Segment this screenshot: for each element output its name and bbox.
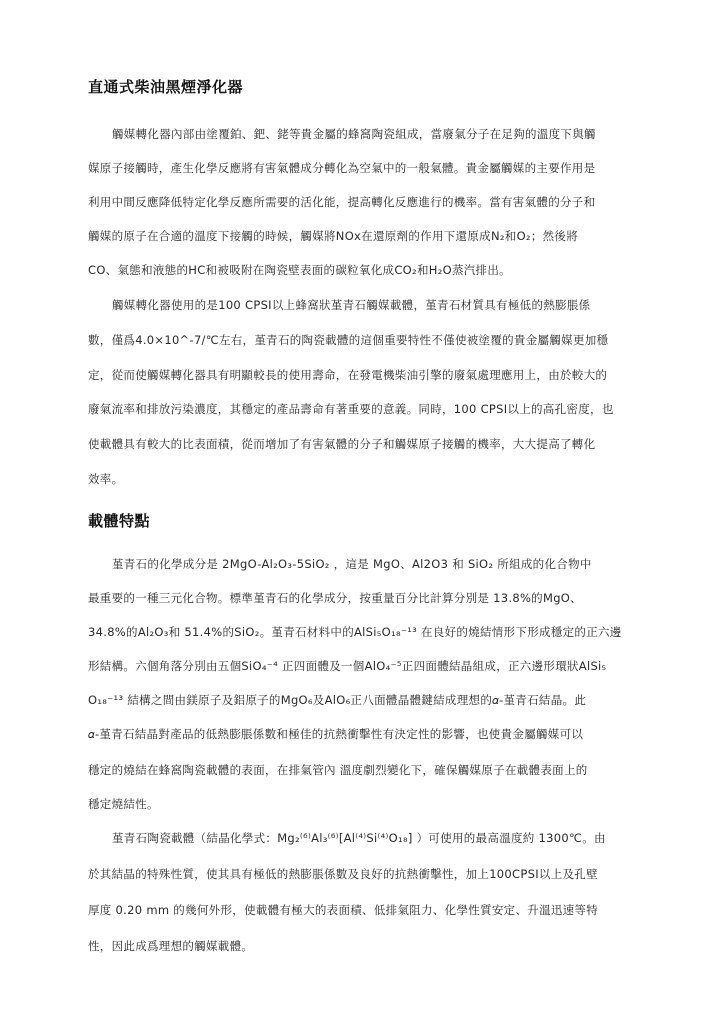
paragraph-4-line: 堇青石陶瓷載體（結晶化學式：Mg₂⁽⁶⁾Al₃⁽⁶⁾[Al⁽⁴⁾Si⁽⁴⁾O₁₈] ）可使用的最高溫度約 1300℃。由 xyxy=(112,831,606,845)
paragraph-3-line: 穩定燒結性。 xyxy=(88,797,159,811)
paragraph-2-line: 效率。 xyxy=(88,472,124,486)
paragraph-3-line: 34.8%的Al₂O₃和 51.4%的SiO₂。堇青石材料中的AlSi₅O₁₈⁻¹³ 在良好的燒結情形下形成穩定的正六邊 xyxy=(88,625,622,639)
paragraph-3-line: 形結構。六個角落分別由五個SiO₄⁻⁴ 正四面體及一個AlO₄⁻⁵正四面體結晶組成，正六邊形環狀AlSi₅ xyxy=(88,659,607,673)
paragraph-2-line: 定，從而使觸媒轉化器具有明顯較長的使用壽命，在發電機柴油引擎的廢氣處理應用上，由於較大的 xyxy=(88,368,608,382)
paragraph-2-line: 數，僅爲4.0×10^-7/℃左右，堇青石的陶瓷載體的這個重要特性不僅使被塗覆的貴金屬觸媒更加穩 xyxy=(88,333,609,347)
paragraph-1-line: 利用中間反應降低特定化學反應所需要的活化能，提高轉化反應進行的機率。當有害氣體的分子和 xyxy=(88,195,596,209)
paragraph-2-line: 觸媒轉化器使用的是100 CPSI以上蜂窩狀堇青石觸媒載體，堇青石材質具有極低的熱膨脹係 xyxy=(112,298,591,312)
paragraph-1-line: 媒原子接觸時，產生化學反應將有害氣體成分轉化為空氣中的一般氣體。貴金屬觸媒的主要作用是 xyxy=(88,161,596,175)
paragraph-3-line: 堇青石的化學成分是 2MgO-Al₂O₃-5SiO₂ ，這是 MgO、Al2O3 和 SiO₂ 所組成的化合物中 xyxy=(112,557,592,571)
paragraph-3-line: 最重要的一種三元化合物。標準堇青石的化學成分，按重量百分比計算分別是 13.8%的MgO、 xyxy=(88,591,582,605)
paragraph-4-line: 厚度 0.20 mm 的幾何外形，使載體有極大的表面積、低排氣阻力、化學性質安定、升溫迅速等特 xyxy=(88,903,599,917)
paragraph-4-line: 性，因此成爲理想的觸媒載體。 xyxy=(88,939,254,953)
section-heading: 載體特點 xyxy=(88,512,151,530)
paragraph-1-line: CO、氣態和液態的HC和被吸附在陶瓷壁表面的碳粒氧化成CO₂和H₂O蒸汽排出。 xyxy=(88,263,511,277)
paragraph-3-line: O₁₈⁻¹³ 結構之間由鎂原子及鋁原子的MgO₆及AlO₆正八面體晶體鍵結成理想的𝛼-堇青石結晶。此 xyxy=(88,693,587,707)
paragraph-2-line: 使載體具有較大的比表面積，從而增加了有害氣體的分子和觸媒原子接觸的機率，大大提高了轉化 xyxy=(88,437,596,451)
paragraph-1-line: 觸媒的原子在合適的溫度下接觸的時候，觸媒將NOx在還原劑的作用下還原成N₂和O₂；然後將 xyxy=(88,229,579,243)
paragraph-3-line: 𝛼-堇青石結晶對產品的低熱膨脹係數和極佳的抗熱衝擊性有決定性的影響，也使貴金屬觸媒可以 xyxy=(88,727,584,741)
paragraph-4-line: 於其結晶的特殊性質，使其具有極低的熱膨脹係數及良好的抗熱衝擊性，加上100CPSI以上及孔壁 xyxy=(88,867,598,881)
paragraph-1-line: 觸媒轉化器內部由塗覆鉑、鈀、銠等貴金屬的蜂窩陶瓷組成，當廢氣分子在足夠的溫度下與觸 xyxy=(112,127,596,141)
paragraph-3-line: 穩定的燒結在蜂窩陶瓷載體的表面，在排氣管內 溫度劇烈變化下，確保觸媒原子在載體表面上的 xyxy=(88,763,588,777)
page-title: 直通式柴油黑煙淨化器 xyxy=(88,78,244,96)
paragraph-2-line: 廢氣流率和排放污染濃度，其穩定的產品壽命有著重要的意義。同時，100 CPSI以上的高孔密度，也 xyxy=(88,402,614,416)
